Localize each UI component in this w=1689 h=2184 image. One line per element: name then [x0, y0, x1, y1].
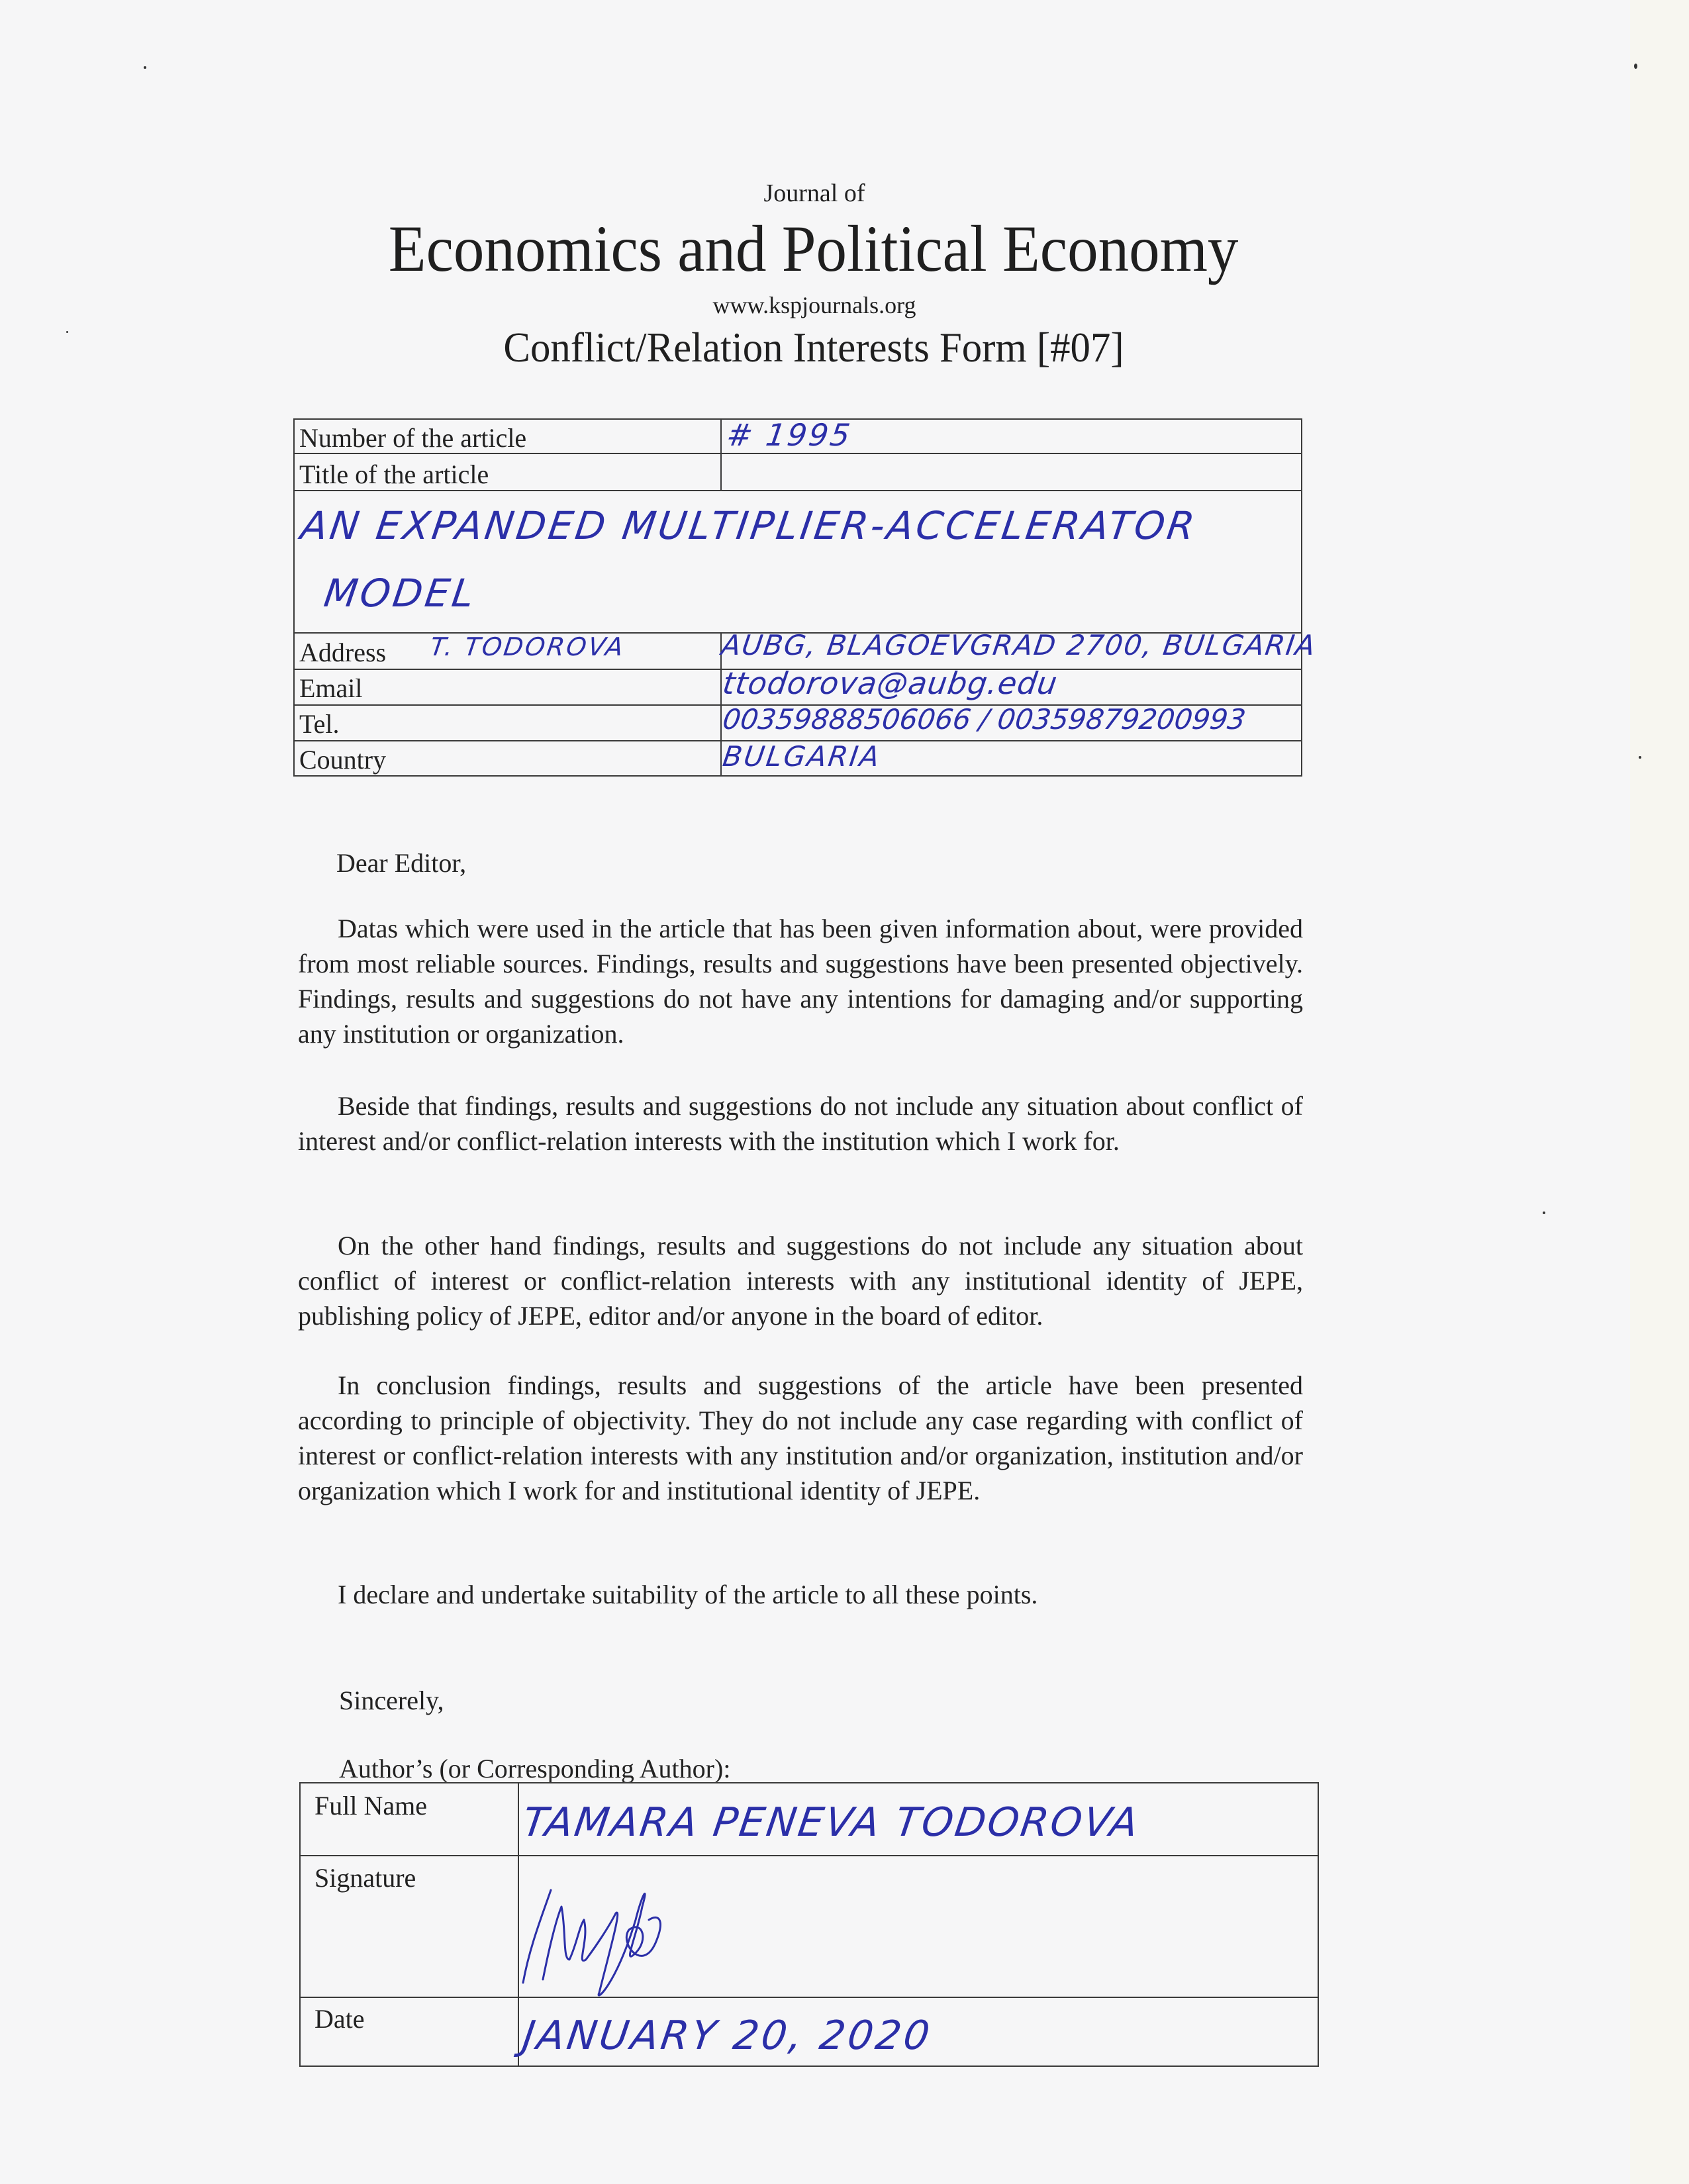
- title-value-line2: MODEL: [321, 571, 480, 616]
- form-title: Conflict/Relation Interests Form [#07]: [503, 324, 1124, 371]
- paragraph-text: Datas which were used in the article that has been given information about, were provided from most reliable sources. Findings, results and suggestions have been presented objectively. Findings, results and suggestions do not have any intentions for damaging and/or supporting any institution or organization.: [298, 914, 1303, 1049]
- letter-paragraph: [298, 1368, 1303, 1508]
- closing: Sincerely,: [339, 1685, 444, 1715]
- title-label: Title of the article: [299, 459, 489, 489]
- scan-page-edge: [1630, 0, 1689, 2184]
- declaration: I declare and undertake suitability of the article to all these points.: [338, 1580, 1038, 1609]
- address-value: AUBG, BLAGOEVGRAD 2700, BULGARIA: [719, 629, 1319, 661]
- signature-label: Signature: [314, 1863, 416, 1893]
- country-value: BULGARIA: [720, 740, 883, 773]
- table-row-divider: [299, 1997, 1319, 1998]
- email-value: ttodorova@aubg.edu: [720, 665, 1060, 701]
- scan-speck: [1639, 756, 1641, 759]
- date-label: Date: [314, 2004, 365, 2034]
- scan-speck: [1543, 1211, 1545, 1214]
- number-label: Number of the article: [299, 423, 527, 453]
- address-label: Address: [299, 638, 387, 667]
- scan-speck: [144, 66, 146, 69]
- address-name: T. TODOROVA: [428, 632, 627, 661]
- table-row-divider: [299, 1855, 1319, 1856]
- country-label: Country: [299, 745, 387, 775]
- journal-website: www.kspjournals.org: [712, 292, 916, 318]
- salutation: Dear Editor,: [336, 848, 467, 878]
- tel-value: 00359888506066 / 00359879200993: [720, 703, 1248, 736]
- email-label: Email: [299, 673, 363, 703]
- letter-paragraph: [298, 1088, 1303, 1159]
- title-value-line1: AN EXPANDED MULTIPLIER-ACCELERATOR: [298, 503, 1200, 548]
- scan-speck: [1634, 64, 1637, 69]
- number-value: # 1995: [724, 417, 855, 453]
- tel-label: Tel.: [299, 709, 340, 739]
- full-name-value: TAMARA PENEVA TODOROVA: [520, 1799, 1143, 1846]
- table-row-divider: [293, 453, 1302, 454]
- table-col-divider: [720, 418, 722, 490]
- letter-paragraph: [298, 1228, 1303, 1333]
- table-row-divider: [293, 490, 1302, 491]
- letter-paragraph: [298, 911, 1303, 1051]
- journal-name: Economics and Political Economy: [388, 212, 1239, 285]
- journal-prefix: Journal of: [763, 179, 865, 207]
- paragraph-text: In conclusion findings, results and suggestions of the article have been presented according to principle of objectivity. They do not include any case regarding with conflict of interest or conflict-relation interests with any institution and/or organization, institution and/or organization which I work for and institutional identity of JEPE.: [298, 1370, 1303, 1505]
- full-name-label: Full Name: [314, 1791, 427, 1821]
- handwritten-signature: [510, 1867, 735, 1999]
- date-value: JANUARY 20, 2020: [520, 2013, 936, 2059]
- paragraph-text: On the other hand findings, results and suggestions do not include any situation about conflict of interest or conflict-relation interests with any institutional identity of JEPE, publishing policy of JEPE, editor and/or anyone in the board of editor.: [298, 1231, 1303, 1331]
- author-heading: Author’s (or Corresponding Author):: [339, 1754, 731, 1783]
- paragraph-text: Beside that findings, results and suggestions do not include any situation about conflict of interest and/or conflict-relation interests with the institution which I work for.: [298, 1091, 1303, 1156]
